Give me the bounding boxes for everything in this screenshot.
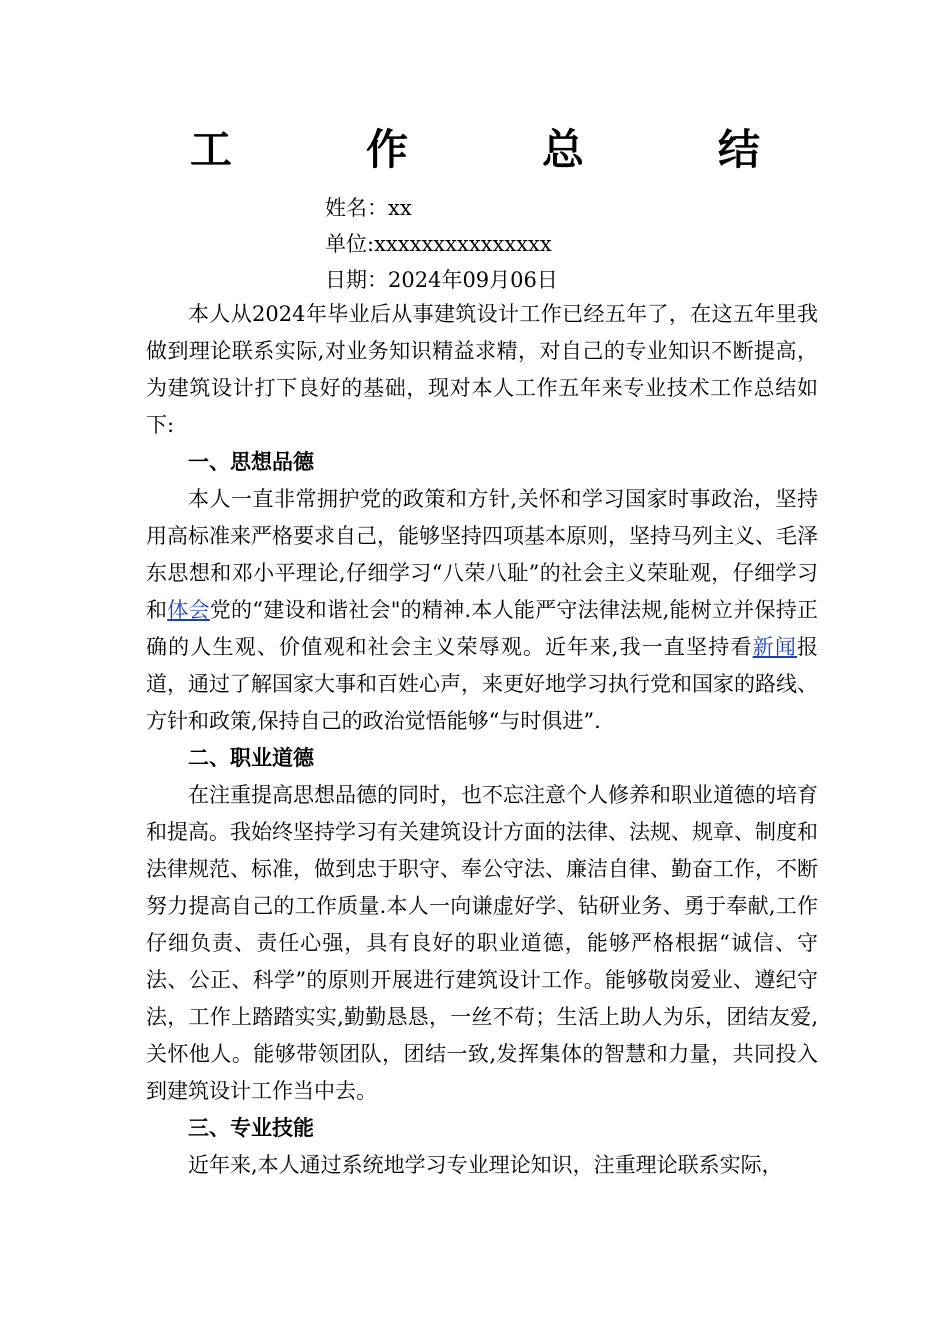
meta-block: [325, 190, 558, 298]
link-news[interactable]: 新闻: [752, 635, 797, 659]
section-heading-ethics: 二、职业道德: [188, 746, 314, 770]
paragraph-text: 党的“建设和谐社会"的精神.本人能严守法律法规,能树立并保持正确的人生观、价值观和社会主义荣辱观。近年来,我一直坚持看: [146, 598, 818, 659]
paragraph-text: 报道，通过了解国家大事和百姓心声，来更好地学习执行党和国家的路线、方针和政策,保持自己的政治觉悟能够“与时俱进”.: [146, 635, 818, 733]
name-line: 姓名：xx: [325, 196, 412, 220]
date-line: 日期：2024年09月06日: [325, 268, 558, 292]
section-heading-ideology: 一、思想品德: [188, 450, 314, 474]
section-paragraph-ethics: 在注重提高思想品德的同时，也不忘注意个人修养和职业道德的培育和提高。我始终坚持学习有关建筑设计方面的法律、法规、规章、制度和法律规范、标准，做到忠于职守、奉公守法、廉洁自律、勤奋工作，不断努力提高自己的工作质量.本人一向谦虚好学、钻研业务、勇于奉献,工作仔细负责、责任心强，具有良好的职业道德，能够严格根据“诚信、守法、公正、科学”的原则开展进行建筑设计工作。能够敬岗爱业、遵纪守法，工作上踏踏实实,勤勤恳恳，一丝不苟；生活上助人为乐，团结友爱,关怀他人。能够带领团队，团结一致,发挥集体的智慧和力量，共同投入到建筑设计工作当中去。: [146, 783, 818, 1103]
document-body: [146, 296, 818, 1184]
page-title: 工 作 总 结: [189, 125, 806, 174]
paragraph-text: 本人一直非常拥护党的政策和方针,关怀和学习国家时事政治，坚持用高标准来严格要求自己，能够坚持四项基本原则，坚持马列主义、毛泽东思想和邓小平理论,仔细学习“八荣八耻”的社会主义荣耻观，仔细学习和: [146, 487, 818, 622]
section-paragraph-skills: 近年来,本人通过系统地学习专业理论知识，注重理论联系实际，: [188, 1153, 783, 1177]
link-tihui[interactable]: 体会: [167, 598, 210, 622]
section-paragraph-ideology: [146, 481, 818, 740]
unit-line: 单位:xxxxxxxxxxxxxxx: [325, 232, 552, 256]
intro-paragraph: 本人从2024年毕业后从事建筑设计工作已经五年了，在这五年里我做到理论联系实际,对业务知识精益求精，对自己的专业知识不断提高，为建筑设计打下良好的基础，现对本人工作五年来专业技术工作总结如下:: [146, 302, 818, 437]
section-heading-skills: 三、专业技能: [188, 1116, 314, 1140]
